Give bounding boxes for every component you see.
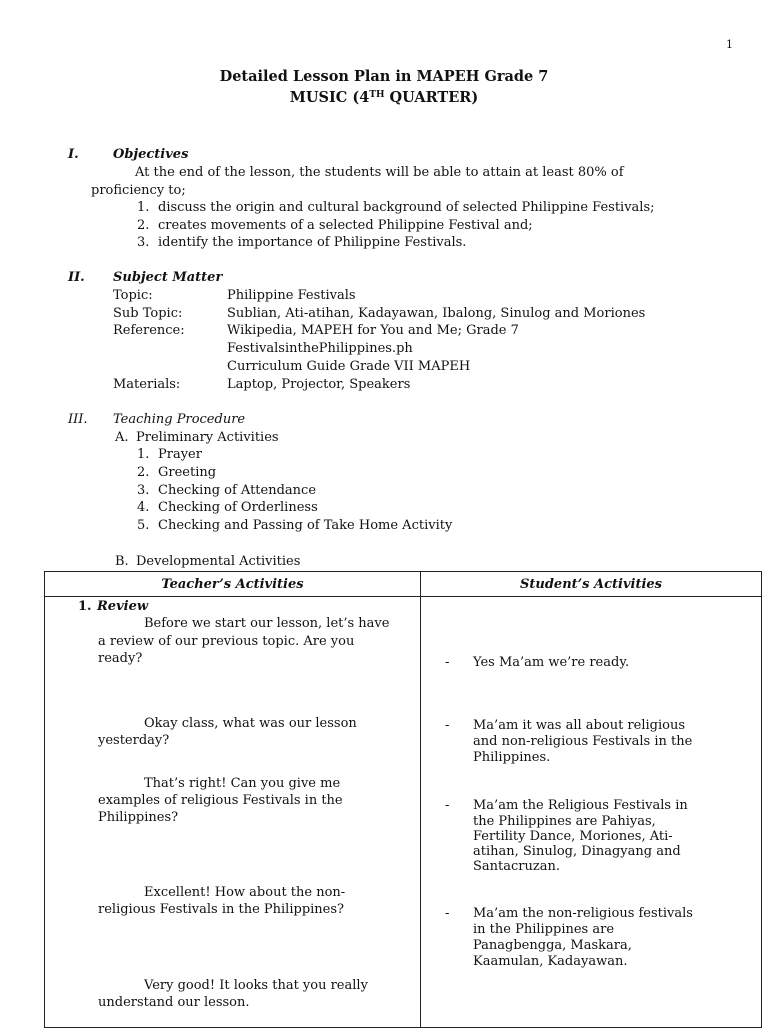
teacher-line: Very good! It looks that you really [144,978,368,993]
section-number-objectives: I. [68,147,79,162]
teacher-activities-cell [45,597,421,1028]
subsection-label: A. [115,430,129,445]
bullet-dash: - [445,655,450,670]
section-number-procedure: III. [68,412,88,427]
bullet-dash: - [445,798,450,813]
subtopic-label: Sub Topic: [113,306,183,321]
objectives-intro: At the end of the lesson, the students will be able to attain at least 80% of [135,165,624,180]
teacher-line: religious Festivals in the Philippines? [98,902,345,917]
student-activities-cell [421,597,762,1028]
objective-item: creates movements of a selected Philippine Festival and; [158,218,533,233]
subsection-title: Developmental Activities [136,554,301,569]
reference-value: Wikipedia, MAPEH for You and Me; Grade 7 [227,323,519,338]
objective-number: 2. [137,218,150,233]
teacher-line: a review of our previous topic. Are you [98,634,355,649]
activity-number: 4. [137,500,150,515]
section-number-subject: II. [68,270,85,285]
student-line: the Philippines are Pahiyas, [473,814,656,829]
teacher-line: Excellent! How about the non- [144,885,346,900]
teacher-line: Philippines? [98,810,179,825]
student-line: Ma’am the Religious Festivals in [473,798,688,813]
topic-label: Topic: [113,288,153,303]
teacher-activities-header: Teacher’s Activities [45,572,421,597]
student-line: Yes Ma’am we’re ready. [473,655,630,670]
reference-value: Curriculum Guide Grade VII MAPEH [227,359,471,374]
bullet-dash: - [445,718,450,733]
student-line: Ma’am the non-religious festivals [473,906,693,921]
subsection-title: Preliminary Activities [136,430,279,445]
review-number: 1. [78,599,92,614]
student-line: Panagbengga, Maskara, [473,938,632,953]
objective-number: 1. [137,200,150,215]
page-number: 1 [726,38,733,51]
activity-item: Greeting [158,465,217,480]
reference-label: Reference: [113,323,185,338]
materials-value: Laptop, Projector, Speakers [227,377,411,392]
objective-number: 3. [137,235,150,250]
student-line: Fertility Dance, Moriones, Ati- [473,829,673,844]
activity-number: 3. [137,483,150,498]
activity-item: Checking and Passing of Take Home Activity [158,518,453,533]
teacher-line: That’s right! Can you give me [144,776,341,791]
topic-value: Philippine Festivals [227,288,356,303]
subtopic-value: Sublian, Ati-atihan, Kadayawan, Ibalong, Sinulog and Moriones [227,306,646,321]
teacher-line: yesterday? [98,733,170,748]
student-line: Philippines. [473,750,551,765]
student-activities-header: Student’s Activities [421,572,762,597]
section-heading-procedure: Teaching Procedure [113,412,246,427]
student-line: atihan, Sinulog, Dinagyang and [473,844,681,859]
student-line: in the Philippines are [473,922,615,937]
activity-item: Prayer [158,447,202,462]
teacher-line: understand our lesson. [98,995,250,1010]
document-subtitle: MUSIC (4TH QUARTER) [289,89,479,106]
review-heading: Review [97,599,149,614]
student-line: Ma’am it was all about religious [473,718,685,733]
section-heading-subject: Subject Matter [113,270,223,285]
document-title: Detailed Lesson Plan in MAPEH Grade 7 [219,68,549,85]
teacher-line: Before we start our lesson, let’s have [144,616,390,631]
section-heading-objectives: Objectives [113,147,189,162]
objective-item: identify the importance of Philippine Festivals. [158,235,467,250]
activity-number: 2. [137,465,150,480]
student-line: Kaamulan, Kadayawan. [473,954,628,969]
activity-number: 5. [137,518,150,533]
activity-item: Checking of Orderliness [158,500,318,515]
objective-item: discuss the origin and cultural background of selected Philippine Festivals; [158,200,655,215]
activity-number: 1. [137,447,150,462]
teacher-line: examples of religious Festivals in the [98,793,343,808]
subsection-label: B. [115,554,129,569]
student-line: Santacruzan. [473,859,560,874]
bullet-dash: - [445,906,450,921]
activity-item: Checking of Attendance [158,483,317,498]
teacher-line: Okay class, what was our lesson [144,716,357,731]
objectives-intro-cont: proficiency to; [91,183,186,198]
teacher-line: ready? [98,651,143,666]
student-line: and non-religious Festivals in the [473,734,693,749]
reference-value: FestivalsinthePhilippines.ph [227,341,413,356]
materials-label: Materials: [113,377,181,392]
activities-table [44,571,762,1028]
